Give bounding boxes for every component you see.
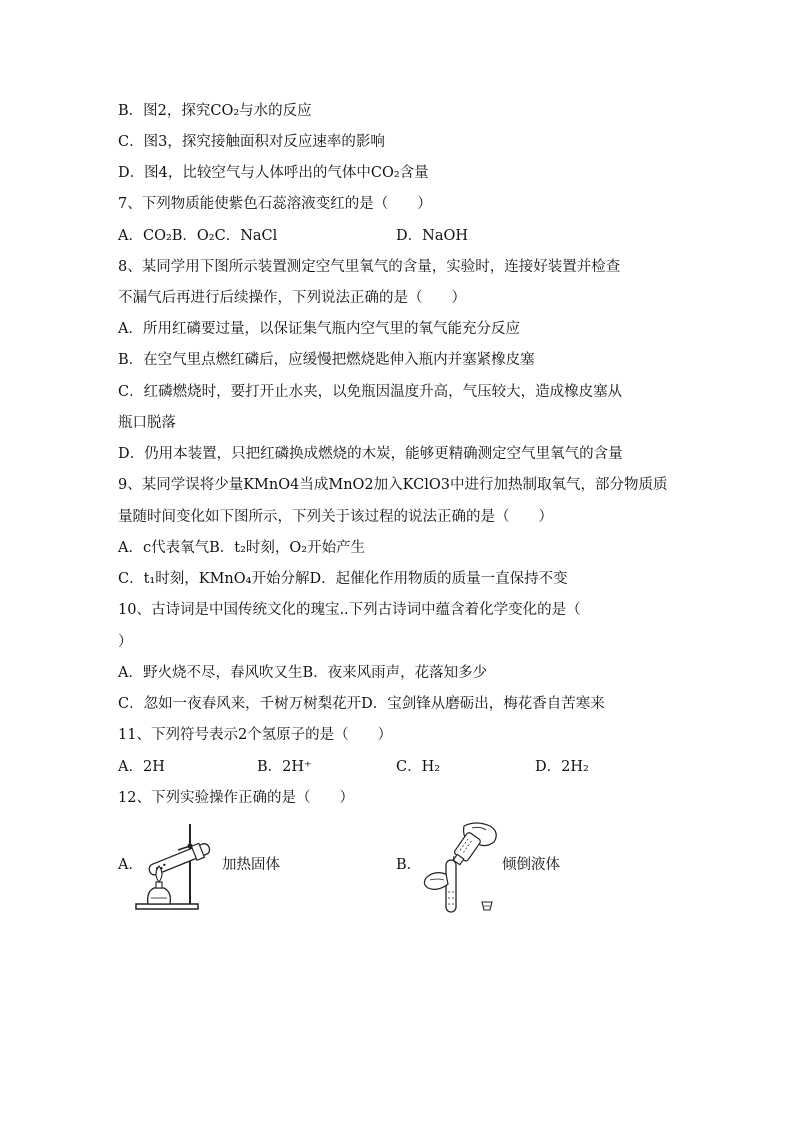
q8-option-a: A．所用红磷要过量，以保证集气瓶内空气里的氧气能充分反应: [118, 321, 520, 337]
q12-option-a-letter: A．: [118, 857, 143, 873]
q12-stem: 12、下列实验操作正确的是（ ）: [118, 790, 354, 806]
q8-stem-line1: 8、某同学用下图所示装置测定空气里氧气的含量，实验时，连接好装置并检查: [118, 259, 621, 275]
q12-option-b-caption: 倾倒液体: [502, 857, 560, 873]
q8-option-b: B．在空气里点燃红磷后，应缓慢把燃烧匙伸入瓶内并塞紧橡皮塞: [118, 352, 535, 368]
q8-option-c-line2: 瓶口脱落: [118, 415, 176, 431]
q9-stem-line1: 9、某同学误将少量KMnO4当成MnO2加入KClO3中进行加热制取氧气，部分物质质: [118, 477, 668, 493]
q11-option-b: B．2H⁺: [257, 759, 312, 775]
q10-stem-line2: ）: [118, 634, 133, 650]
q11-stem: 11、下列符号表示2个氢原子的是（ ）: [118, 727, 393, 743]
q7-options-abc: A．CO₂B．O₂C．NaCl: [118, 228, 278, 244]
q11-option-c: C．H₂: [396, 759, 441, 775]
q12-option-a-caption: 加热固体: [222, 857, 280, 873]
q9-stem-line2: 量随时间变化如下图所示，下列关于该过程的说法正确的是（ ）: [118, 509, 553, 525]
q12-option-b-letter: B．: [396, 857, 422, 873]
q6-option-c: C．图3，探究接触面积对反应速率的影响: [118, 134, 385, 150]
q11-option-d: D．2H₂: [535, 759, 589, 775]
q8-option-c-line1: C．红磷燃烧时，要打开止水夹，以免瓶因温度升高，气压较大，造成橡皮塞从: [118, 384, 623, 400]
q10-stem-line1: 10、古诗词是中国传统文化的瑰宝..下列古诗词中蕴含着化学变化的是（: [118, 602, 581, 618]
q11-option-a: A．2H: [118, 759, 165, 775]
q8-option-d: D．仍用本装置，只把红磷换成燃烧的木炭，能够更精确测定空气里氧气的含量: [118, 446, 623, 462]
q8-stem-line2: 不漏气后再进行后续操作，下列说法正确的是（ ）: [118, 290, 466, 306]
q9-options-ab: A．c代表氧气B．t₂时刻，O₂开始产生: [118, 540, 366, 556]
q10-options-cd: C．忽如一夜春风来，千树万树梨花开D．宝剑锋从磨砺出，梅花香自苦寒来: [118, 696, 605, 712]
q7-options: [118, 226, 678, 246]
q9-options-cd: C．t₁时刻，KMnO₄开始分解D．起催化作用物质的质量一直保持不变: [118, 571, 568, 587]
q6-option-b: B．图2，探究CO₂与水的反应: [118, 103, 312, 119]
q7-option-d: D．NaOH: [396, 228, 468, 244]
q6-option-d: D．图4，比较空气与人体呼出的气体中CO₂含量: [118, 165, 429, 181]
pouring-liquid-image: [420, 820, 500, 916]
q11-options: [118, 757, 678, 777]
heating-solid-apparatus-image: [134, 818, 218, 912]
q7-stem: 7、下列物质能使紫色石蕊溶液变红的是（ ）: [118, 196, 432, 212]
q10-options-ab: A．野火烧不尽，春风吹又生B．夜来风雨声，花落知多少: [118, 665, 488, 681]
